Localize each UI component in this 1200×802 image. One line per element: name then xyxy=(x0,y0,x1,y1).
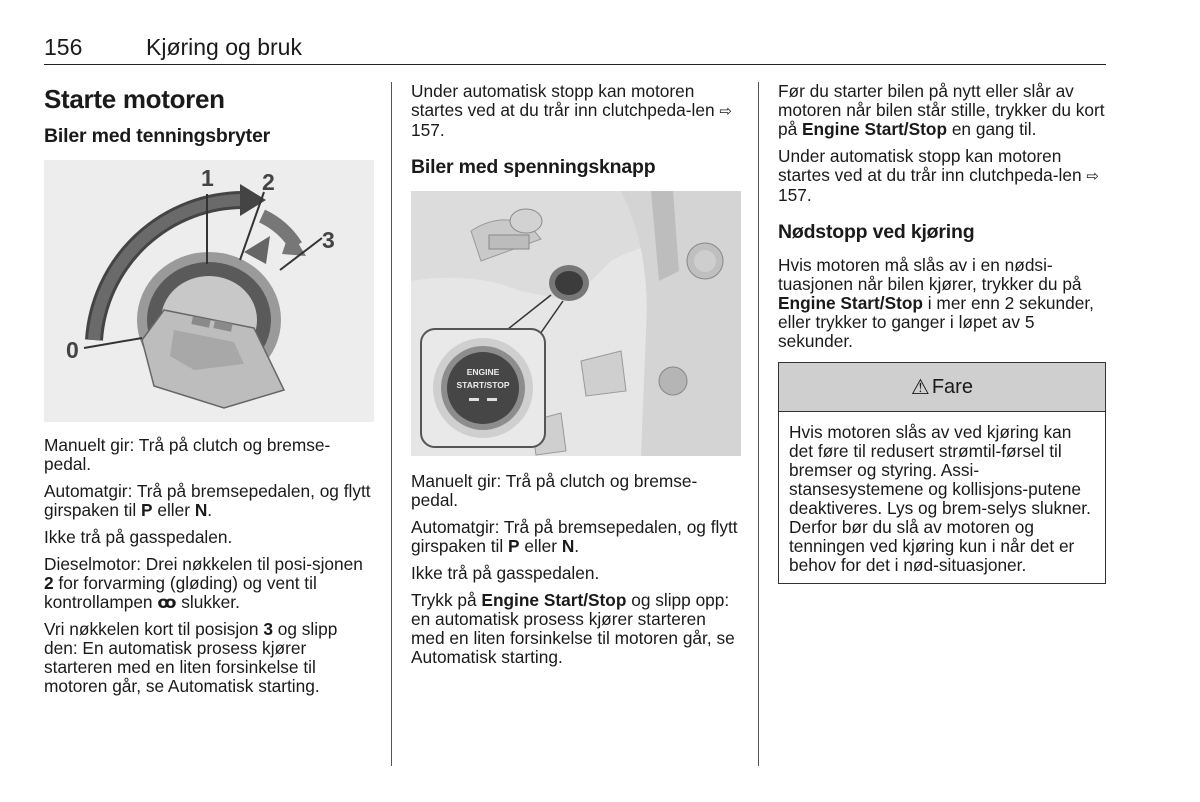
paragraph xyxy=(778,147,1108,205)
paragraph xyxy=(778,256,1108,351)
text-run: Hvis motoren må slås av i en nødsi-tuasjonen når bilen kjører, trykker du på xyxy=(778,255,1082,294)
warning-triangle-icon: ⚠ xyxy=(911,375,930,399)
text-run: Trykk på xyxy=(411,590,482,610)
position-label-0: 0 xyxy=(66,337,79,363)
warning-header xyxy=(779,363,1105,412)
text-run: Vri nøkkelen kort til posisjon xyxy=(44,619,264,639)
page-title: Starte motoren xyxy=(44,84,225,114)
column-divider xyxy=(391,82,392,766)
page-number: 156 xyxy=(44,34,83,60)
gear-p: P xyxy=(141,500,153,520)
paragraph xyxy=(411,591,741,667)
text-run: eller xyxy=(152,500,195,520)
engine-start-stop-term: Engine Start/Stop xyxy=(778,293,923,313)
paragraph xyxy=(44,620,374,696)
paragraph: Manuelt gir: Trå på clutch og bremse-pedal. xyxy=(411,471,698,510)
text-run: Dieselmotor: Drei nøkkelen til posi-sjonen xyxy=(44,554,363,574)
engine-start-stop-term: Engine Start/Stop xyxy=(802,119,948,139)
page-ref: 157. xyxy=(778,185,812,205)
text-run: . xyxy=(207,500,213,520)
gear-p: P xyxy=(508,536,520,556)
gear-n: N xyxy=(561,536,575,556)
start-stop-button-figure xyxy=(411,191,741,456)
warning-title: Fare xyxy=(931,375,973,398)
text-run: og slipp den: En automatisk prosess kjører starteren med en liten forsinkelse til motoren går, se Automatisk starting. xyxy=(44,619,338,696)
paragraph: Ikke trå på gasspedalen. xyxy=(411,563,600,583)
text-run: Før du starter bilen på nytt eller slår av motoren når bilen står stille, trykker du kort på xyxy=(778,81,1105,139)
position-2: 2 xyxy=(44,573,54,593)
paragraph xyxy=(411,82,741,140)
text-run: eller xyxy=(519,536,562,556)
warning-body xyxy=(779,412,1105,583)
paragraph xyxy=(778,82,1108,139)
danger-warning-box xyxy=(778,362,1106,584)
paragraph: Manuelt gir: Trå på clutch og bremse-pedal. xyxy=(44,435,331,474)
column-2 xyxy=(411,82,741,675)
subsection-heading: Nødstopp ved kjøring xyxy=(778,221,975,243)
text-run: for forvarming (gløding) og vent til kontrollampen xyxy=(44,573,317,612)
page-header xyxy=(44,34,1106,65)
column-3 xyxy=(778,82,1108,584)
paragraph xyxy=(44,555,374,612)
text-run: en gang til. xyxy=(947,119,1037,139)
text-run: slukker. xyxy=(176,592,240,612)
gear-n: N xyxy=(194,500,208,520)
warning-text: Hvis motoren slås av ved kjøring kan det føre til redusert strømtil-førsel til bremser og styring. Assi-stansesystemene og kollisjons-putene deaktiveres. Lys og brem-selys slukner. Derfor bør du slå av motoren og tenningen ved kjøring kun i når det er behov for det i nød-situasjoner. xyxy=(789,422,1091,575)
engine-start-stop-term: Engine Start/Stop xyxy=(481,590,627,610)
glow-plug-icon: ꝏ xyxy=(157,592,177,612)
text-run: Under automatisk stopp kan motoren startes ved at du trår inn clutchpeda-len xyxy=(411,81,720,120)
button-label-start-stop: START/STOP xyxy=(456,380,510,390)
paragraph xyxy=(411,518,741,556)
text-run: Automatgir: Trå på bremsepedalen, og flytt girspaken til xyxy=(411,517,738,556)
position-label-3: 3 xyxy=(322,227,335,253)
page-ref-arrow-icon: ⇨ xyxy=(1086,168,1099,185)
text-run: . xyxy=(574,536,580,556)
position-3: 3 xyxy=(263,619,273,639)
subsection-heading: Biler med spenningsknapp xyxy=(411,156,656,178)
position-label-2: 2 xyxy=(262,169,275,195)
text-run: og slipp opp: en automatisk prosess kjører starteren med en liten forsinkelse til motoren går, se Automatisk starting. xyxy=(411,590,735,667)
paragraph: Ikke trå på gasspedalen. xyxy=(44,527,233,547)
subsection-heading: Biler med tenningsbryter xyxy=(44,125,271,147)
section-title: Kjøring og bruk xyxy=(146,34,302,60)
page-ref: 157. xyxy=(411,120,445,140)
text-run: Under automatisk stopp kan motoren startes ved at du trår inn clutchpeda-len xyxy=(778,146,1087,185)
column-1 xyxy=(44,82,374,704)
text-run: Automatgir: Trå på bremsepedalen, og flytt girspaken til xyxy=(44,481,371,520)
ignition-switch-figure xyxy=(44,160,374,422)
position-label-1: 1 xyxy=(201,165,214,191)
button-label-engine: ENGINE xyxy=(466,367,500,377)
page-ref-arrow-icon: ⇨ xyxy=(719,103,732,120)
column-divider xyxy=(758,82,759,766)
paragraph xyxy=(44,482,374,520)
text-run: i mer enn 2 sekunder, eller trykker to ganger i løpet av 5 sekunder. xyxy=(778,293,1094,351)
